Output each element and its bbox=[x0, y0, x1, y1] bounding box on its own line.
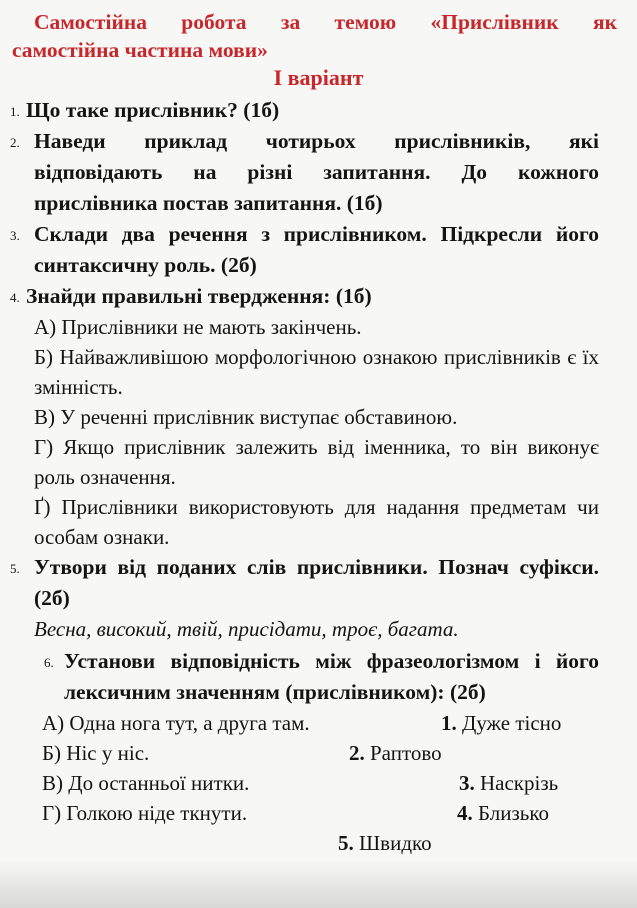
question-6-number: 6. bbox=[44, 655, 54, 670]
question-3-number: 3. bbox=[10, 228, 20, 243]
meaning-4: 4. Близько bbox=[457, 801, 550, 825]
question-6-text: Установи відповідність між фразеологізмом і його лексичним значенням (прислівником): (2б) bbox=[64, 649, 599, 704]
worksheet-title bbox=[12, 8, 617, 64]
phrase-h: Г) Голкою ніде ткнути. bbox=[42, 801, 248, 825]
title-line-2: самостійна частина мови» bbox=[12, 38, 268, 62]
question-3-text: Склади два речення з прислівником. Підкресли його синтаксичну роль. (2б) bbox=[34, 222, 599, 277]
question-4 bbox=[10, 281, 599, 312]
meaning-3: 3. Наскрізь bbox=[459, 771, 559, 795]
option-h: Г) Якщо прислівник залежить від іменника, то він виконує роль означення. bbox=[34, 435, 599, 489]
question-2 bbox=[10, 126, 599, 219]
option-g: Ґ) Прислівники використовують для надання предметам чи особам ознаки. bbox=[34, 495, 599, 549]
phrase-a: А) Одна нога тут, а друга там. bbox=[42, 711, 310, 735]
option-v: В) У реченні прислівник виступає обставиною. bbox=[34, 405, 458, 429]
question-2-text: Наведи приклад чотирьох прислівників, які відповідають на різні запитання. До кожного прислівника постав запитання. (1б) bbox=[34, 129, 599, 215]
meaning-1: 1. Дуже тісно bbox=[441, 711, 562, 735]
meaning-5: 5. Швидко bbox=[338, 831, 432, 855]
word-list: Весна, високий, твій, присідати, троє, багата. bbox=[34, 617, 459, 641]
option-a: А) Прислівники не мають закінчень. bbox=[34, 315, 362, 339]
option-b: Б) Найважливішою морфологічною ознакою прислівників є їх змінність. bbox=[34, 345, 599, 399]
question-1-text: Що таке прислівник? (1б) bbox=[26, 98, 280, 122]
phrase-v: В) До останньої нитки. bbox=[42, 771, 250, 795]
question-5 bbox=[10, 552, 599, 614]
title-line-1: Самостійна робота за темою «Прислівник як bbox=[34, 10, 617, 34]
phrase-b: Б) Ніс у ніс. bbox=[42, 741, 150, 765]
question-3 bbox=[10, 219, 599, 281]
match-row-3 bbox=[0, 768, 637, 798]
match-row-4 bbox=[0, 798, 637, 828]
meaning-2: 2. Раптово bbox=[349, 741, 442, 765]
match-row-5 bbox=[0, 828, 637, 858]
question-6 bbox=[44, 646, 599, 708]
match-row-1 bbox=[0, 708, 637, 738]
bottom-shadow bbox=[0, 860, 637, 908]
question-2-number: 2. bbox=[10, 135, 20, 150]
question-5-text: Утвори від поданих слів прислівники. Познач суфікси. (2б) bbox=[34, 555, 599, 610]
question-4-text: Знайди правильні твердження: (1б) bbox=[26, 284, 372, 308]
question-1 bbox=[10, 95, 599, 126]
question-5-number: 5. bbox=[10, 561, 20, 576]
match-row-2 bbox=[0, 738, 637, 768]
question-4-number: 4. bbox=[10, 290, 20, 305]
variant-heading: I варіант bbox=[273, 65, 364, 90]
question-1-number: 1. bbox=[10, 104, 20, 119]
